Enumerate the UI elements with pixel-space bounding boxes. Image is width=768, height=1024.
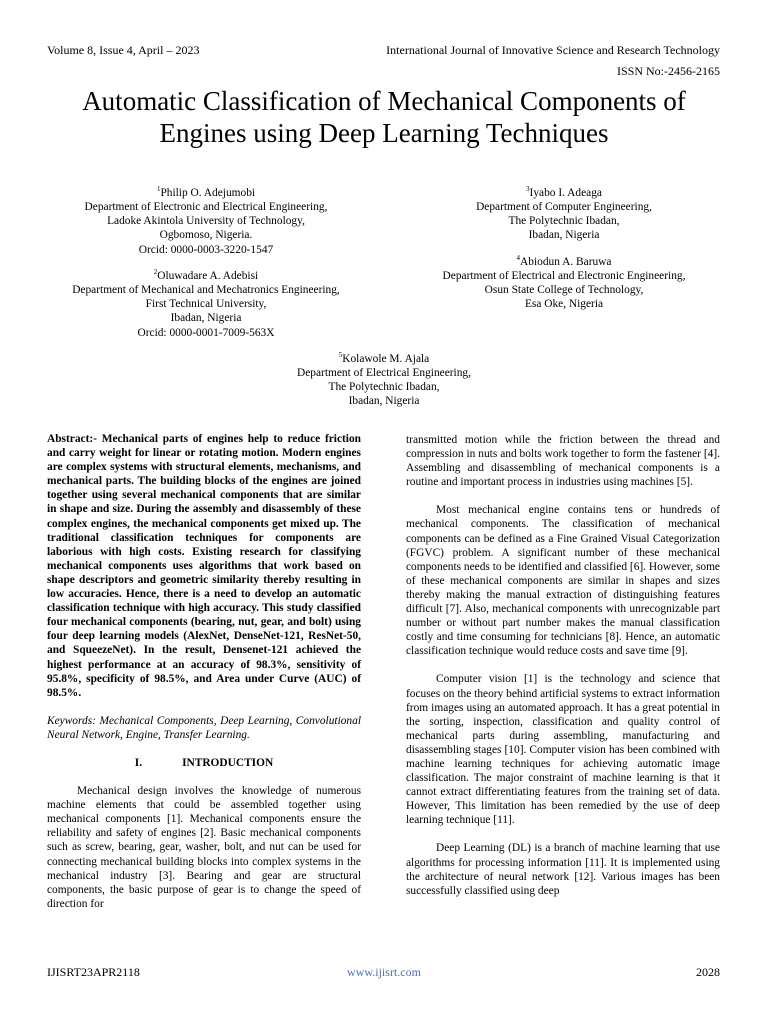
- paragraph-deep-learning: Deep Learning (DL) is a branch of machine learning that use algorithms for processing information [11]. It is implemented using the architecture of neural network [12]. Various images has been successfully classified using deep: [406, 842, 720, 897]
- paper-id: IJISRT23APR2118: [47, 965, 140, 979]
- author-affiliation: Department of Mechanical and Mechatronics Engineering,: [72, 284, 340, 296]
- author-affiliation: Department of Computer Engineering,: [476, 201, 652, 213]
- section-number: I.: [134, 756, 143, 769]
- author-block-3: [405, 182, 723, 243]
- author-name: Oluwadare A. Adebisi: [157, 269, 259, 282]
- author-affiliation: The Polytechnic Ibadan,: [508, 215, 620, 228]
- intro-paragraph-1: Mechanical design involves the knowledge of numerous machine elements that could be assembled together using mechanical components [1]. Mechanical components ensure the reliability and safety of engines [2]. Basic mechanical components such as screw, bearing, gear, washer, bolt, and nut can be used for connecting mechanical building blocks into complex systems in the mechanical industry [3]. Bearing and gear are structural components, the basic purpose of gear is to change the speed of direction for: [47, 785, 361, 910]
- paper-title: Automatic Classification of Mechanical Components of Engines using Deep Learning Techniques: [82, 86, 686, 148]
- issn: ISSN No:-2456-2165: [616, 64, 720, 78]
- author-affiliation: The Polytechnic Ibadan,: [328, 381, 440, 394]
- author-block-4: [405, 251, 723, 312]
- author-affiliation: Ogbomoso, Nigeria.: [159, 229, 253, 242]
- section-title: INTRODUCTION: [182, 756, 274, 769]
- author-name: Kolawole M. Ajala: [342, 352, 430, 365]
- abstract: Abstract:- Mechanical parts of engines help to reduce friction and carry weight for linear or rotating motion. Modern engines are complex systems with structural elements, mechanisms, and mechanical parts. The building blocks of the engines are joined together using several mechanical components that are similar in shape and size. During the assembly and disassembly of these complex engines, the mechanical components get mixed up. The traditional classification techniques for components are laborious with high costs. Existing research for classifying mechanical components uses algorithms that work based on shape descriptors and geometric similarity thereby resulting in low accuracies. Hence, there is a need to develop an automatic classification technique with high accuracy. This study classified four mechanical components (bearing, nut, gear, and bolt) using four deep learning models (AlexNet, DenseNet-121, ResNet-50, and SqueezeNet). In the result, Densenet-121 achieved the highest performance at an accuracy of 98.3%, sensitivity of 95.8%, specificity of 98.5%, and Area under Curve (AUC) of 98.5%.: [47, 433, 361, 699]
- right-column: [406, 433, 720, 912]
- author-affiliation: Department of Electrical Engineering,: [297, 367, 471, 379]
- journal-url-link[interactable]: www.ijisrt.com: [347, 965, 421, 979]
- paragraph-computer-vision: Computer vision [1] is the technology and science that focuses on the theory behind artificial systems to extract information from images using an automated approach. It has a great potential in the sorting, inspection, classification and quality control of mechanical parts during assembling, manufacturing and disassembling stages [10]. Computer vision has been combined with machine learning techniques for achieving automatic image classification. The major constraint of machine learning is that it cannot extract differentiating features from the training set of data. However, This limitation has been remedied by the use of deep learning technique [11].: [406, 673, 720, 827]
- paragraph-components: Most mechanical engine contains tens or hundreds of mechanical components. The classification of mechanical components can be defined as a Fine Grained Visual Categorization (FGVC) problem. A significant number of these mechanical components needs to be identified and classified [6]. However, some of these mechanical components are similar in shapes and sizes thereby making the manual extraction of distinguishing features difficult [7]. Also, mechanical components with unrecognizable part number or without part number makes the manual classification costly and time consuming for technicians [8]. Hence, an automatic classification technique would reduce costs and save time [9].: [406, 504, 720, 658]
- author-block-2: [47, 265, 365, 340]
- journal-name: International Journal of Innovative Science and Research Technology: [386, 43, 720, 57]
- author-affiliation: Osun State College of Technology,: [484, 284, 644, 297]
- author-affiliation: Department of Electrical and Electronic Engineering,: [442, 270, 686, 282]
- left-column: [47, 432, 361, 925]
- section-heading: [47, 756, 361, 770]
- author-affiliation: Ibadan, Nigeria: [528, 229, 600, 242]
- volume-issue: Volume 8, Issue 4, April – 2023: [47, 43, 200, 57]
- author-name: Abiodun A. Baruwa: [520, 255, 612, 268]
- author-affiliation: Ibadan, Nigeria: [348, 395, 420, 408]
- author-block-1: [47, 182, 365, 257]
- author-affiliation: Ladoke Akintola University of Technology,: [107, 215, 305, 228]
- author-affil-number: 2: [153, 268, 158, 276]
- author-orcid: Orcid: 0000-0003-3220-1547: [138, 243, 274, 256]
- author-affiliation: Ibadan, Nigeria: [170, 312, 242, 325]
- author-name: Iyabo I. Adeaga: [529, 186, 602, 199]
- keywords: Keywords: Mechanical Components, Deep Learning, Convolutional Neural Network, Engine, Transfer Learning.: [47, 714, 361, 741]
- author-affil-number: 1: [156, 185, 161, 193]
- author-affil-number: 4: [516, 254, 521, 262]
- page-number: 2028: [696, 965, 720, 979]
- author-block-5: [224, 348, 544, 409]
- author-affiliation: Department of Electronic and Electrical Engineering,: [84, 201, 328, 213]
- author-affil-number: 5: [338, 351, 343, 359]
- author-affiliation: Esa Oke, Nigeria: [524, 298, 604, 311]
- author-orcid: Orcid: 0000-0001-7009-563X: [137, 326, 275, 339]
- author-affiliation: First Technical University,: [145, 298, 267, 311]
- author-affil-number: 3: [526, 185, 530, 193]
- paragraph-continued: transmitted motion while the friction between the thread and compression in nuts and bolts work together to form the fastener [4]. Assembling and disassembling of mechanical components is a routine and important process in industries using machines [5].: [406, 434, 720, 489]
- author-name: Philip O. Adejumobi: [160, 186, 256, 199]
